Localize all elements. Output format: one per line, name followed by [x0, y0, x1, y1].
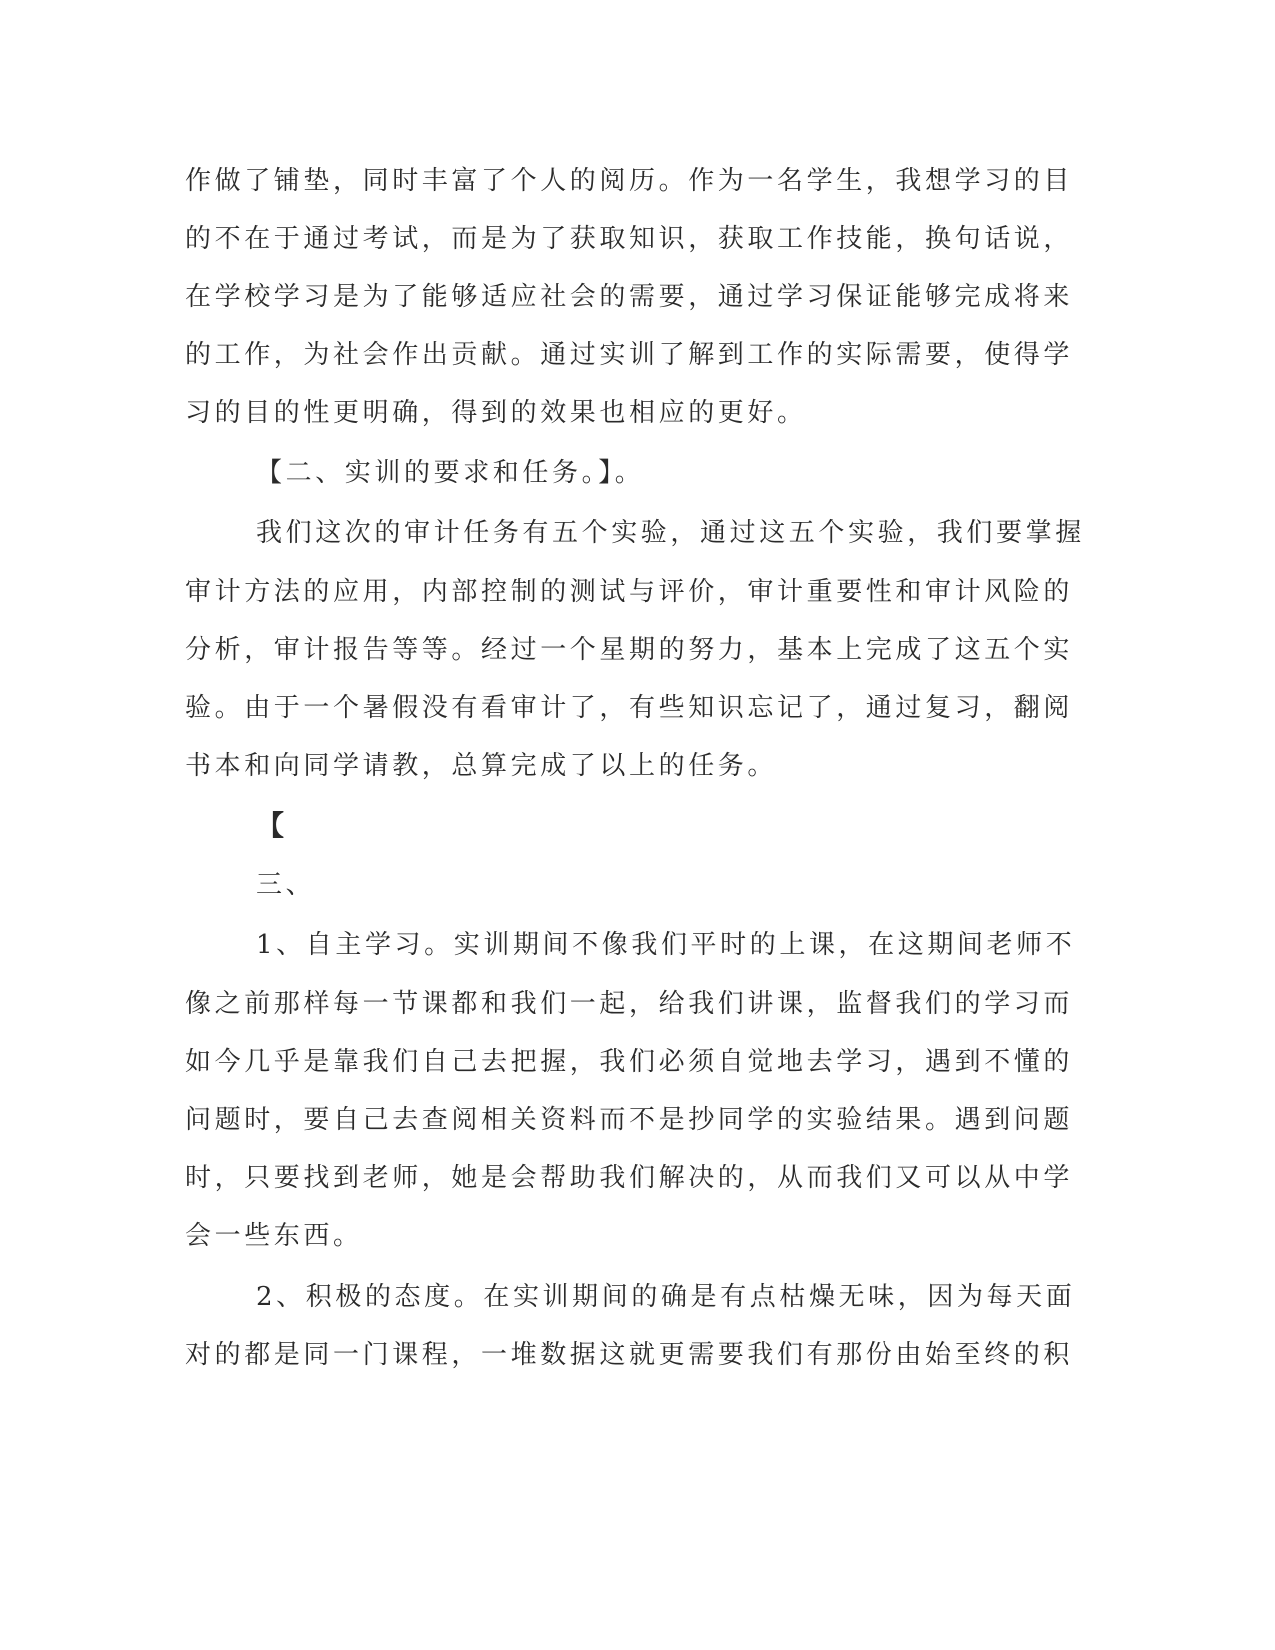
text-line: 1、自主学习。实训期间不像我们平时的上课，在这期间老师不 [256, 930, 1076, 960]
text-line: 2、积极的态度。在实训期间的确是有点枯燥无味，因为每天面 [256, 1282, 1076, 1312]
text-line: 验。由于一个暑假没有看审计了，有些知识忘记了，通过复习，翻阅 [185, 693, 1074, 723]
section-bracket: 【 [256, 809, 288, 842]
text-line: 时，只要找到老师，她是会帮助我们解决的，从而我们又可以从中学 [185, 1163, 1074, 1193]
text-line: 问题时，要自己去查阅相关资料而不是抄同学的实验结果。遇到问题 [185, 1105, 1074, 1135]
text-line: 如今几乎是靠我们自己去把握，我们必须自觉地去学习，遇到不懂的 [185, 1047, 1074, 1077]
text-line: 的工作，为社会作出贡献。通过实训了解到工作的实际需要，使得学 [185, 340, 1074, 370]
section-heading: 三、 [256, 870, 316, 900]
text-line: 在学校学习是为了能够适应社会的需要，通过学习保证能够完成将来 [185, 282, 1074, 312]
text-line: 对的都是同一门课程，一堆数据这就更需要我们有那份由始至终的积 [185, 1340, 1074, 1370]
text-line: 分析，审计报告等等。经过一个星期的努力，基本上完成了这五个实 [185, 635, 1074, 665]
text-line: 作做了铺垫，同时丰富了个人的阅历。作为一名学生，我想学习的目 [185, 166, 1074, 196]
text-line: 的不在于通过考试，而是为了获取知识，获取工作技能，换句话说， [185, 224, 1074, 254]
text-line: 审计方法的应用，内部控制的测试与评价，审计重要性和审计风险的 [185, 577, 1074, 607]
text-line: 会一些东西。 [185, 1221, 363, 1251]
text-line: 像之前那样每一节课都和我们一起，给我们讲课，监督我们的学习而 [185, 989, 1074, 1019]
text-line: 书本和向同学请教，总算完成了以上的任务。 [185, 751, 778, 781]
text-line: 习的目的性更明确，得到的效果也相应的更好。 [185, 398, 807, 428]
text-line: 我们这次的审计任务有五个实验，通过这五个实验，我们要掌握 [256, 518, 1085, 548]
section-heading: 【二、实训的要求和任务。】。 [256, 458, 645, 488]
